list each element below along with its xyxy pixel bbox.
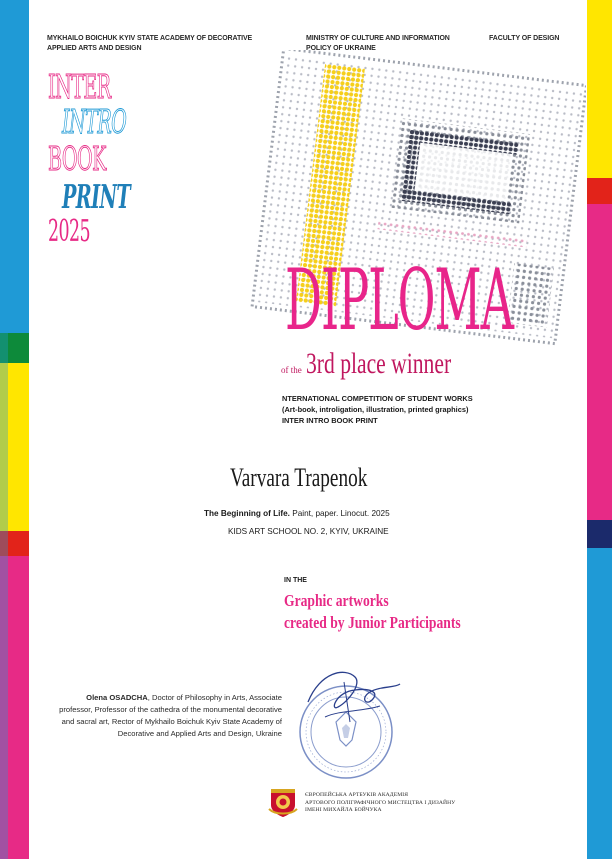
place-label: 3rd place winner: [306, 347, 452, 380]
diploma-title: DIPLOMA: [285, 251, 513, 349]
work-title: The Beginning of Life.: [204, 509, 290, 518]
category-line1: Graphic artworks: [284, 591, 389, 610]
logo-inter: INTER: [48, 67, 111, 106]
left-strip-edge: [0, 0, 8, 859]
badge-line1: ЄВРОПЕЙСЬКА АРТБУКІВ АКАДЕМІЯ: [305, 792, 409, 798]
logo-book: BOOK: [48, 139, 106, 178]
right-strip-navy: [586, 520, 612, 548]
logo-print: PRINT: [62, 177, 131, 216]
signature: [300, 662, 410, 732]
signatory-name: Olena OSADCHA: [86, 693, 148, 702]
badge-text: [305, 792, 505, 815]
logo-year: 2025: [48, 214, 90, 249]
place-line: [281, 349, 508, 379]
school-name: KIDS ART SCHOOL NO. 2, KYIV, UKRAINE: [228, 527, 389, 536]
right-strip-pink: [586, 204, 612, 520]
of-the-label: of the: [281, 365, 302, 375]
work-details: Paint, paper. Linocut. 2025: [289, 509, 390, 518]
competition-info: [282, 393, 582, 426]
category-line2: created by Junior Participants: [284, 613, 461, 632]
badge-line2: АРТОВОГО ПОЛІГРАФІЧНОГО МИСТЕЦТВА І ДИЗАЙНУ: [305, 799, 456, 806]
signatory-text: [55, 692, 282, 740]
academy-emblem: [267, 785, 299, 819]
work-info: [204, 509, 390, 518]
competition-line3: INTER INTRO BOOK PRINT: [282, 416, 378, 425]
right-strip-blue: [586, 548, 612, 859]
faculty-header: FACULTY OF DESIGN: [489, 35, 560, 42]
recipient-name: Varvara Trapenok: [230, 463, 368, 492]
ministry-header: MINISTRY OF CULTURE AND INFORMATION POLICY OF UKRAINE: [306, 35, 450, 52]
competition-line1: NTERNATIONAL COMPETITION OF STUDENT WORKS: [282, 394, 473, 403]
signatory-description: , Doctor of Philosophy in Arts, Associate professor, Professor of the cathedra of the monumental decorative and sacral art, Rector of Mykhailo Boichuk Kyiv State Academy of Decorative and Applied Arts and Design, Ukraine: [59, 693, 282, 738]
right-strip-red: [586, 178, 612, 204]
badge-line3: ІМЕНІ МИХАЙЛА БОЙЧУКА: [305, 807, 382, 813]
competition-line2: (Art-book, introligation, illustration, printed graphics): [282, 405, 469, 414]
right-strip-yellow: [586, 0, 612, 178]
academy-header: MYKHAILO BOICHUK KYIV STATE ACADEMY OF DECORATIVE APPLIED ARTS AND DESIGN: [47, 35, 253, 52]
logo-intro: INTRO: [62, 102, 127, 141]
category-in-the: IN THE: [284, 577, 307, 584]
